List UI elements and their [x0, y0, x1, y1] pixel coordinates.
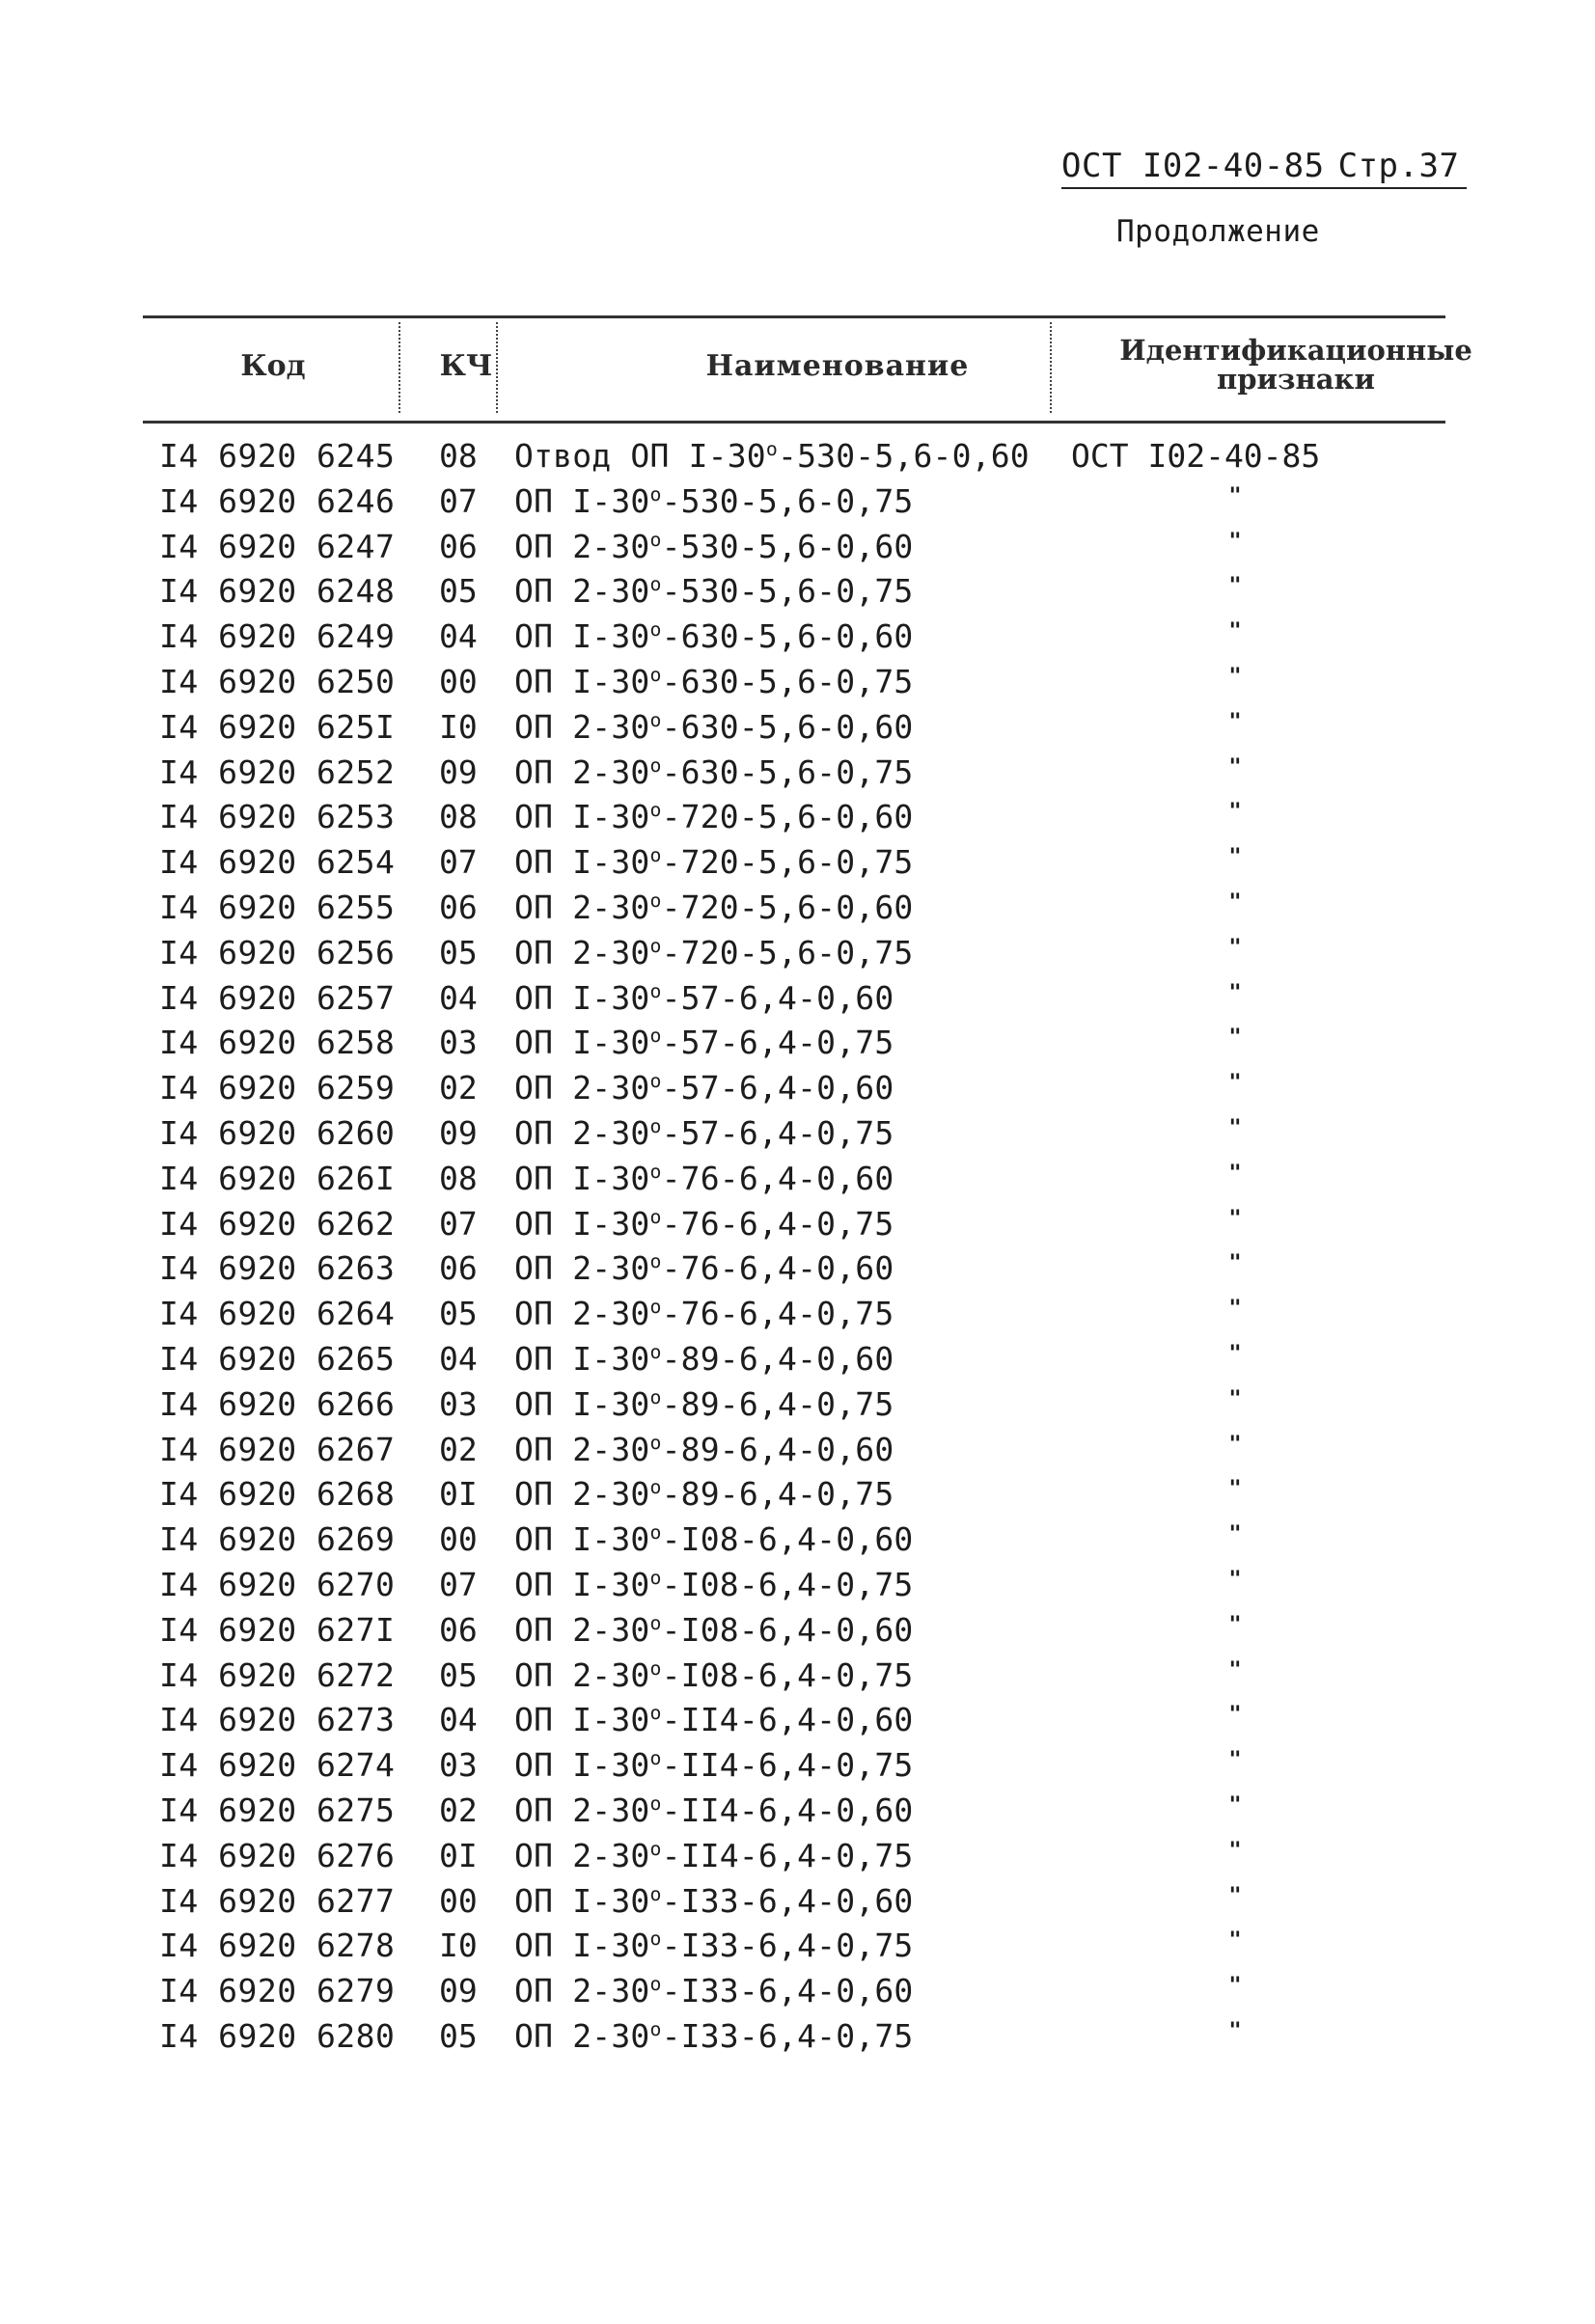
table-row [0, 1563, 1595, 1608]
cell-code: I4 6920 626I [159, 1159, 396, 1197]
standard-number: ОСТ I02-40-85 [1061, 147, 1325, 185]
ditto-mark: " [1228, 1161, 1242, 1186]
cell-code: I4 6920 6255 [159, 888, 396, 926]
ditto-mark: " [1228, 1386, 1242, 1411]
cell-code: I4 6920 6257 [159, 978, 396, 1017]
cell-code: I4 6920 6252 [159, 752, 396, 791]
ditto-mark: " [1228, 664, 1242, 689]
cell-kch: 04 [439, 1339, 478, 1378]
cell-name: ОП I-30$^o$-57-6,4-0,75 [514, 1024, 894, 1062]
ditto-mark: " [1228, 980, 1242, 1005]
cell-kch: 00 [439, 1881, 478, 1920]
cell-code: I4 6920 6253 [159, 798, 396, 836]
ditto-mark: " [1228, 1297, 1242, 1322]
cell-name: ОП 2-30$^o$-530-5,6-0,75 [514, 572, 914, 611]
cell-kch: 08 [439, 798, 478, 836]
table-row [0, 1157, 1595, 1202]
cell-code: I4 6920 6245 [159, 437, 396, 475]
table-row [0, 1337, 1595, 1382]
cell-name: ОП I-30$^o$-76-6,4-0,60 [514, 1159, 894, 1197]
ditto-mark: " [1228, 574, 1242, 599]
cell-name: ОП 2-30$^o$-I08-6,4-0,75 [514, 1655, 914, 1694]
table-row [0, 1472, 1595, 1517]
table-row [0, 1111, 1595, 1157]
table-row [0, 2014, 1595, 2060]
cell-name: ОП I-30$^o$-II4-6,4-0,60 [514, 1701, 914, 1739]
cell-code: I4 6920 6264 [159, 1295, 396, 1333]
cell-kch: 0I [439, 1475, 478, 1514]
table-header [143, 315, 1472, 424]
cell-code: I4 6920 6268 [159, 1475, 396, 1514]
table-row [0, 1382, 1595, 1428]
cell-name: ОП 2-30$^o$-II4-6,4-0,75 [514, 1836, 914, 1874]
cell-code: I4 6920 6260 [159, 1113, 396, 1152]
cell-name: ОП 2-30$^o$-530-5,6-0,60 [514, 527, 914, 565]
column-divider [496, 322, 498, 413]
cell-kch: 07 [439, 481, 478, 520]
ditto-mark: " [1228, 1071, 1242, 1096]
table-row [0, 434, 1595, 479]
cell-code: I4 6920 6273 [159, 1701, 396, 1739]
cell-name: ОП I-30$^o$-I33-6,4-0,75 [514, 1927, 914, 1965]
cell-name: ОП 2-30$^o$-57-6,4-0,75 [514, 1113, 894, 1152]
cell-name: ОП 2-30$^o$-II4-6,4-0,60 [514, 1791, 914, 1829]
cell-kch: 05 [439, 2016, 478, 2055]
table-row [0, 1654, 1595, 1699]
ditto-mark: " [1228, 754, 1242, 779]
ditto-mark: " [1228, 1432, 1242, 1457]
table-row [0, 1292, 1595, 1337]
table-row [0, 569, 1595, 615]
cell-name: ОП I-30$^o$-89-6,4-0,60 [514, 1339, 894, 1378]
ditto-mark: " [1228, 1792, 1242, 1818]
cell-code: I4 6920 6265 [159, 1339, 396, 1378]
cell-name: ОП I-30$^o$-89-6,4-0,75 [514, 1384, 894, 1423]
ditto-mark: " [1228, 619, 1242, 644]
cell-kch: I0 [439, 707, 478, 746]
table-row [0, 840, 1595, 886]
table-row [0, 1698, 1595, 1743]
cell-kch: 02 [439, 1791, 478, 1829]
ditto-mark: " [1228, 1928, 1242, 1954]
cell-name: ОП 2-30$^o$-57-6,4-0,60 [514, 1069, 894, 1107]
cell-kch: 04 [439, 1701, 478, 1739]
cell-kch: 06 [439, 1610, 478, 1649]
table-row [0, 1789, 1595, 1834]
cell-code: I4 6920 6259 [159, 1069, 396, 1107]
cell-kch: 06 [439, 1249, 478, 1288]
column-header-code: Код [240, 349, 306, 383]
cell-kch: 07 [439, 1204, 478, 1243]
table-row [0, 886, 1595, 931]
cell-kch: 04 [439, 978, 478, 1017]
cell-code: I4 6920 6247 [159, 527, 396, 565]
cell-attributes: ОСТ I02-40-85 [1071, 437, 1321, 475]
cell-kch: 00 [439, 662, 478, 700]
table-row [0, 795, 1595, 840]
ditto-mark: " [1228, 1703, 1242, 1728]
cell-kch: 09 [439, 1113, 478, 1152]
cell-kch: 05 [439, 1295, 478, 1333]
cell-kch: 02 [439, 1069, 478, 1107]
cell-code: I4 6920 6278 [159, 1927, 396, 1965]
cell-kch: 05 [439, 572, 478, 611]
ditto-mark: " [1228, 1206, 1242, 1231]
ditto-mark: " [1228, 800, 1242, 825]
cell-code: I4 6920 6246 [159, 481, 396, 520]
table-row [0, 1879, 1595, 1925]
cell-name: ОП 2-30$^o$-I33-6,4-0,60 [514, 1972, 914, 2010]
cell-name: ОП 2-30$^o$-630-5,6-0,75 [514, 752, 914, 791]
ditto-mark: " [1228, 1025, 1242, 1051]
cell-code: I4 6920 6258 [159, 1024, 396, 1062]
table-row [0, 1608, 1595, 1654]
cell-name: ОП I-30$^o$-530-5,6-0,75 [514, 481, 914, 520]
cell-name: ОП I-30$^o$-I08-6,4-0,60 [514, 1520, 914, 1559]
table-row [0, 931, 1595, 976]
table-row [0, 1066, 1595, 1111]
column-header-kch: КЧ [439, 349, 493, 383]
cell-name: ОП 2-30$^o$-76-6,4-0,60 [514, 1249, 894, 1288]
cell-code: I4 6920 6254 [159, 843, 396, 882]
continuation-label: Продолжение [1116, 214, 1320, 249]
cell-kch: 08 [439, 1159, 478, 1197]
cell-code: I4 6920 6263 [159, 1249, 396, 1288]
cell-kch: 07 [439, 843, 478, 882]
ditto-mark: " [1228, 1748, 1242, 1773]
cell-code: I4 6920 6267 [159, 1430, 396, 1468]
cell-code: I4 6920 625I [159, 707, 396, 746]
table-row [0, 1834, 1595, 1879]
cell-name: ОП 2-30$^o$-630-5,6-0,60 [514, 707, 914, 746]
table-row [0, 525, 1595, 570]
table-row [0, 1246, 1595, 1292]
ditto-mark: " [1228, 709, 1242, 734]
cell-kch: 06 [439, 527, 478, 565]
column-header-attributes: Идентификационные признаки [1119, 334, 1472, 396]
cell-code: I4 6920 6272 [159, 1655, 396, 1694]
column-header-name: Наименование [705, 349, 970, 383]
table-row [0, 1428, 1595, 1473]
cell-code: I4 6920 6279 [159, 1972, 396, 2010]
cell-name: ОП 2-30$^o$-I08-6,4-0,60 [514, 1610, 914, 1649]
table-body [0, 434, 1595, 2060]
cell-code: I4 6920 6266 [159, 1384, 396, 1423]
column-divider [1050, 322, 1052, 413]
cell-name: ОП 2-30$^o$-I33-6,4-0,75 [514, 2016, 914, 2055]
table-row [0, 615, 1595, 660]
table-row [0, 976, 1595, 1022]
cell-kch: I0 [439, 1927, 478, 1965]
cell-code: I4 6920 6248 [159, 572, 396, 611]
column-divider [399, 322, 400, 413]
ditto-mark: " [1228, 1251, 1242, 1276]
ditto-mark: " [1228, 1974, 1242, 1999]
cell-name: ОП I-30$^o$-720-5,6-0,75 [514, 843, 914, 882]
cell-code: I4 6920 6280 [159, 2016, 396, 2055]
table-row [0, 1517, 1595, 1563]
table-row [0, 1743, 1595, 1789]
ditto-mark: " [1228, 1567, 1242, 1592]
table-row [0, 1924, 1595, 1969]
cell-code: I4 6920 627I [159, 1610, 396, 1649]
cell-name: ОП I-30$^o$-57-6,4-0,60 [514, 978, 894, 1017]
cell-kch: 07 [439, 1565, 478, 1603]
cell-name: ОП 2-30$^o$-720-5,6-0,75 [514, 933, 914, 971]
table-row [0, 705, 1595, 751]
cell-kch: 0I [439, 1836, 478, 1874]
cell-code: I4 6920 6262 [159, 1204, 396, 1243]
cell-name: ОП I-30$^o$-720-5,6-0,60 [514, 798, 914, 836]
cell-kch: 03 [439, 1746, 478, 1785]
table-row [0, 1021, 1595, 1066]
cell-code: I4 6920 6256 [159, 933, 396, 971]
cell-name: ОП I-30$^o$-II4-6,4-0,75 [514, 1746, 914, 1785]
cell-kch: 00 [439, 1520, 478, 1559]
cell-kch: 02 [439, 1430, 478, 1468]
cell-name: ОП I-30$^o$-76-6,4-0,75 [514, 1204, 894, 1243]
page-header [1061, 147, 1467, 189]
ditto-mark: " [1228, 1612, 1242, 1637]
ditto-mark: " [1228, 2018, 1242, 2043]
cell-name: ОП 2-30$^o$-720-5,6-0,60 [514, 888, 914, 926]
cell-code: I4 6920 6276 [159, 1836, 396, 1874]
table-row [0, 751, 1595, 796]
table-row [0, 479, 1595, 525]
ditto-mark: " [1228, 845, 1242, 870]
cell-code: I4 6920 6249 [159, 617, 396, 656]
cell-kch: 08 [439, 437, 478, 475]
ditto-mark: " [1228, 529, 1242, 554]
cell-kch: 03 [439, 1384, 478, 1423]
cell-code: I4 6920 6270 [159, 1565, 396, 1603]
ditto-mark: " [1228, 1883, 1242, 1908]
cell-name: ОП 2-30$^o$-89-6,4-0,75 [514, 1475, 894, 1514]
ditto-mark: " [1228, 1477, 1242, 1502]
cell-kch: 09 [439, 752, 478, 791]
cell-name: ОП I-30$^o$-630-5,6-0,75 [514, 662, 914, 700]
cell-name: ОП 2-30$^o$-76-6,4-0,75 [514, 1295, 894, 1333]
ditto-mark: " [1228, 1115, 1242, 1140]
ditto-mark: " [1228, 1341, 1242, 1366]
cell-code: I4 6920 6250 [159, 662, 396, 700]
ditto-mark: " [1228, 1522, 1242, 1547]
table-row [0, 1202, 1595, 1247]
cell-code: I4 6920 6275 [159, 1791, 396, 1829]
cell-kch: 05 [439, 933, 478, 971]
table-row [0, 1969, 1595, 2014]
ditto-mark: " [1228, 1657, 1242, 1682]
cell-name: ОП 2-30$^o$-89-6,4-0,60 [514, 1430, 894, 1468]
cell-kch: 09 [439, 1972, 478, 2010]
cell-code: I4 6920 6277 [159, 1881, 396, 1920]
cell-name: ОП I-30$^o$-630-5,6-0,60 [514, 617, 914, 656]
ditto-mark: " [1228, 1838, 1242, 1863]
table-row [0, 660, 1595, 705]
cell-name: ОП I-30$^o$-I33-6,4-0,60 [514, 1881, 914, 1920]
cell-name: ОП I-30$^o$-I08-6,4-0,75 [514, 1565, 914, 1603]
ditto-mark: " [1228, 483, 1242, 508]
page-number: Стр.37 [1337, 147, 1460, 185]
cell-kch: 04 [439, 617, 478, 656]
cell-name: Отвод ОП I-30$^o$-530-5,6-0,60 [514, 437, 1030, 475]
cell-kch: 03 [439, 1024, 478, 1062]
cell-code: I4 6920 6269 [159, 1520, 396, 1559]
ditto-mark: " [1228, 935, 1242, 960]
ditto-mark: " [1228, 889, 1242, 915]
cell-code: I4 6920 6274 [159, 1746, 396, 1785]
cell-kch: 06 [439, 888, 478, 926]
cell-kch: 05 [439, 1655, 478, 1694]
